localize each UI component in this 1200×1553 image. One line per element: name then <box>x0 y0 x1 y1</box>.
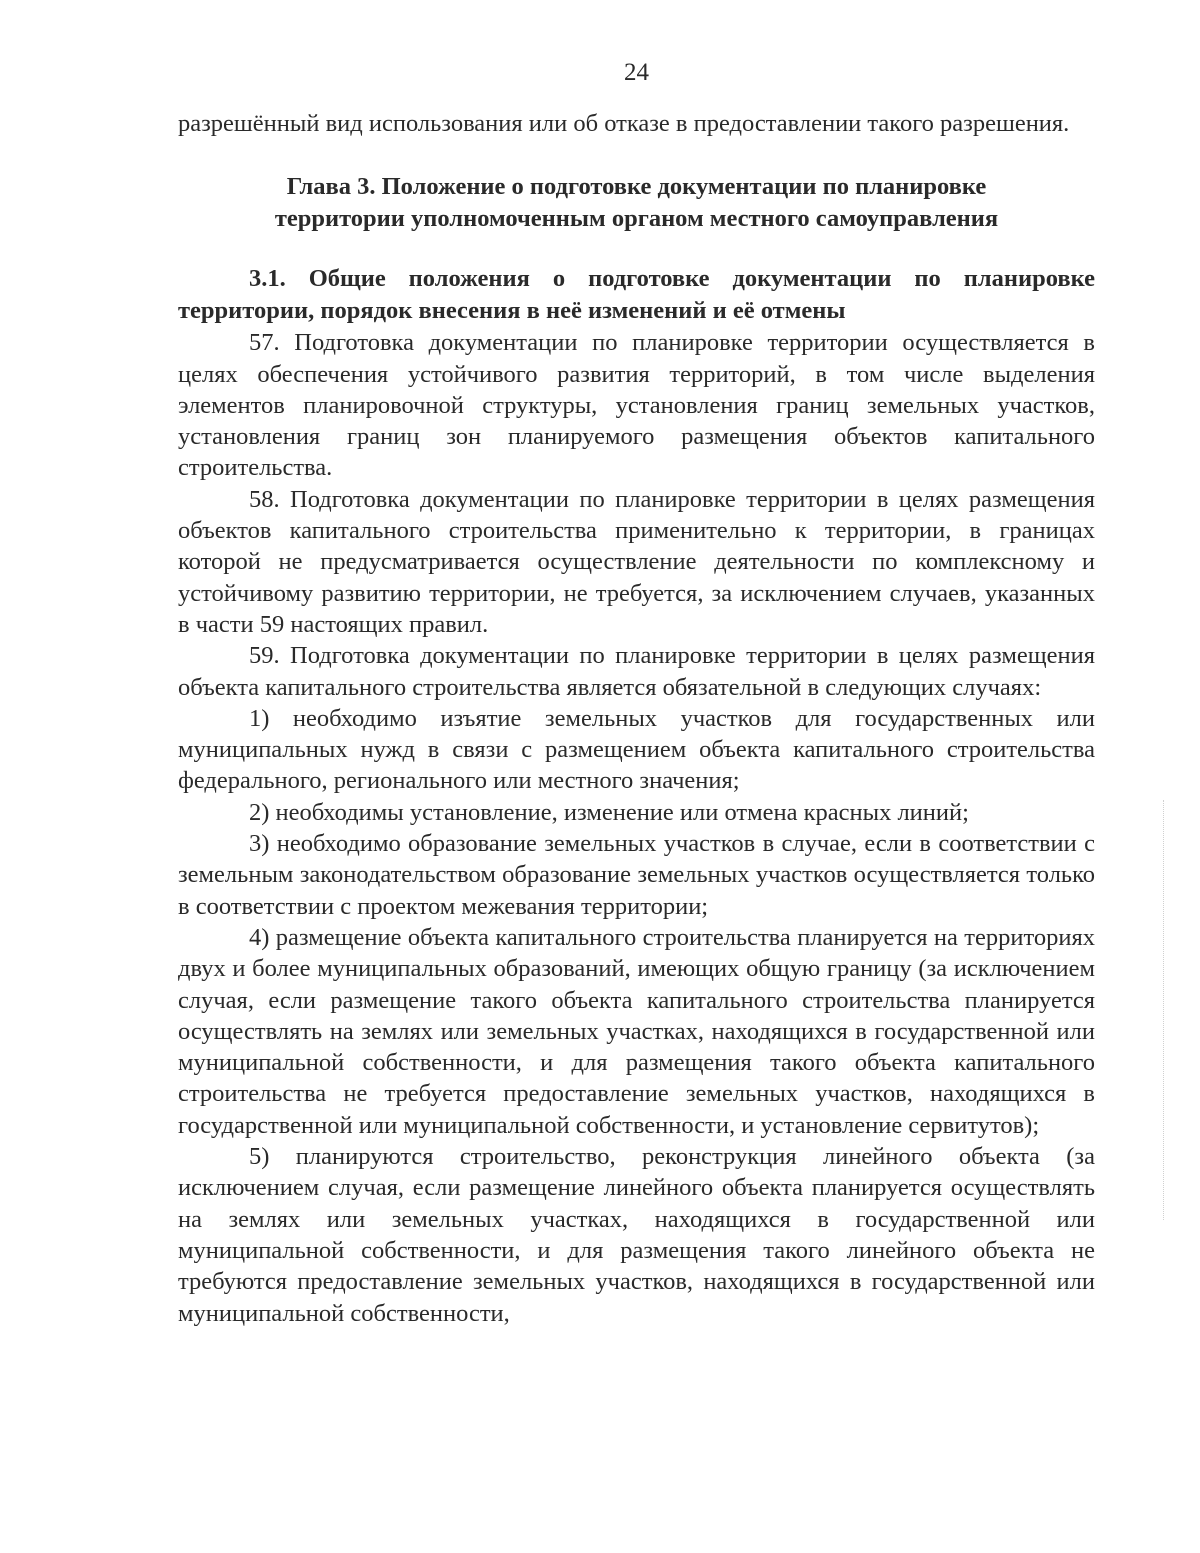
list-item-5: 5) планируются строительство, реконструкция линейного объекта (за исключением случая, если размещение линейного объекта планируется осуществлять на землях или земельных участках, находящихся в государственной или муниципальной собственности, и для размещения такого линейного объекта не требуются предоставление земельных участков, находящихся в государственной или муниципальной собственности, <box>178 1143 1095 1327</box>
scan-margin-marks <box>1163 800 1167 1220</box>
chapter-title-line-1: Глава 3. Положение о подготовке документации по планировке <box>286 173 987 201</box>
paragraph-58: 58. Подготовка документации по планировке территории в целях размещения объектов капитального строительства применительно к территории, в границах которой не предусматривается осуществление деятельности по комплексному и устойчивому развитию территории, не требуется, за исключением случаев, указанных в части 59 настоящих правил. <box>178 485 1095 638</box>
paragraph-59: 59. Подготовка документации по планировке территории в целях размещения объекта капитального строительства является обязательной в следующих случаях: <box>178 642 1095 701</box>
paragraph-57: 57. Подготовка документации по планировке территории осуществляется в целях обеспечения устойчивого развития территорий, в том числе выделения элементов планировочной структуры, установления границ земельных участков, установления границ зон планируемого размещения объектов капитального строительства. <box>178 329 1095 482</box>
page-number: 24 <box>624 59 649 86</box>
chapter-title <box>178 171 1095 235</box>
document-page <box>178 58 1095 1329</box>
section-title: 3.1. Общие положения о подготовке документации по планировке территории, порядок внесения в неё изменений и её отмены <box>178 265 1095 325</box>
list-item-4: 4) размещение объекта капитального строительства планируется на территориях двух и более муниципальных образований, имеющих общую границу (за исключением случая, если размещение такого объекта капитального строительства планируется осуществлять на землях или земельных участках, находящихся в государственной или муниципальной собственности, и для размещения такого объекта капитального строительства не требуется предоставление земельных участков, находящихся в государственной или муниципальной собственности, и установление сервитутов); <box>178 923 1095 1139</box>
chapter-title-line-2: территории уполномоченным органом местного самоуправления <box>274 205 999 233</box>
intro-paragraph: разрешённый вид использования или об отказе в предоставлении такого разрешения. <box>178 110 1070 137</box>
list-item-3: 3) необходимо образование земельных участков в случае, если в соответствии с земельным законодательством образование земельных участков осуществляется только в соответствии с проектом межевания территории; <box>178 830 1095 920</box>
list-item-2: 2) необходимы установление, изменение или отмена красных линий; <box>249 798 969 826</box>
list-item-1: 1) необходимо изъятие земельных участков для государственных или муниципальных нужд в связи с размещением объекта капитального строительства федерального, регионального или местного значения; <box>178 704 1095 795</box>
